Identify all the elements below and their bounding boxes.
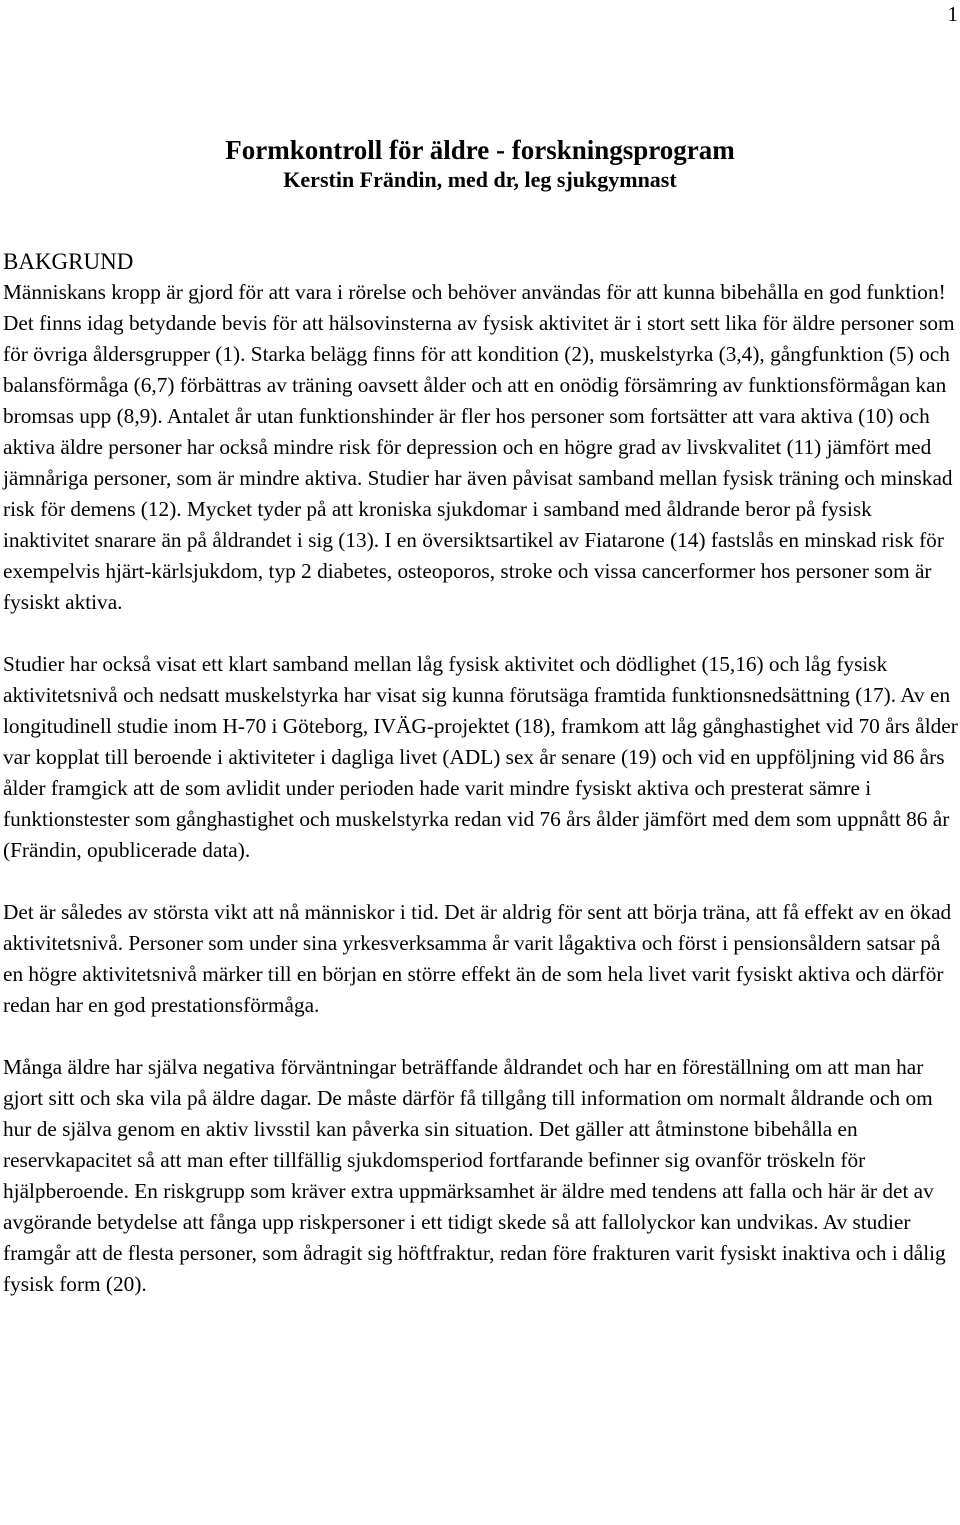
section-heading: BAKGRUND xyxy=(3,249,134,274)
document-header xyxy=(0,134,960,194)
document-author: Kerstin Frändin, med dr, leg sjukgymnast xyxy=(283,167,677,192)
page-number: 1 xyxy=(947,2,958,26)
document-title: Formkontroll för äldre - forskningsprogram xyxy=(225,135,735,165)
paragraph-2: Studier har också visat ett klart samband mellan låg fysisk aktivitet och dödlighet (15,16) och låg fysisk aktivitetsnivå och nedsatt muskelstyrka har visat sig kunna förutsäga framtida funktionsnedsättning (17). Av en longitudinell studie inom H-70 i Göteborg, IVÄG-projektet (18), framkom att låg gånghastighet vid 70 års ålder var kopplat till beroende i aktiviteter i dagliga livet (ADL) sex år senare (19) och vid en uppföljning vid 86 års ålder framgick att de som avlidit under perioden hade varit mindre fysiskt aktiva och presterat sämre i funktionstester som gånghastighet och muskelstyrka redan vid 76 års ålder jämfört med dem som uppnått 86 år (Frändin, opublicerade data). xyxy=(3,652,958,862)
paragraph-3: Det är således av största vikt att nå människor i tid. Det är aldrig för sent att börja träna, att få effekt av en ökad aktivitetsnivå. Personer som under sina yrkesverksamma år varit lågaktiva och först i pensionsåldern satsar på en högre aktivitetsnivå märker till en början en större effekt än de som hela livet varit fysiskt aktiva och därför redan har en god prestationsförmåga. xyxy=(3,900,952,1017)
paragraph-1: Människans kropp är gjord för att vara i rörelse och behöver användas för att kunna bibehålla en god funktion! Det finns idag betydande bevis för att hälsovinsterna av fysisk aktivitet är i stort sett lika för äldre personer som för övriga åldersgrupper (1). Starka belägg finns för att kondition (2), muskelstyrka (3,4), gångfunktion (5) och balansförmåga (6,7) förbättras av träning oavsett ålder och att en onödig försämring av funktionsförmågan kan bromsas upp (8,9). Antalet år utan funktionshinder är fler hos personer som fortsätter att vara aktiva (10) och aktiva äldre personer har också mindre risk för depression och en högre grad av livskvalitet (11) jämfört med jämnåriga personer, som är mindre aktiva. Studier har även påvisat samband mellan fysisk träning och minskad risk för demens (12). Mycket tyder på att kroniska sjukdomar i samband med åldrande beror på fysisk inaktivitet snarare än på åldrandet i sig (13). I en översiktsartikel av Fiatarone (14) fastslås en minskad risk för exempelvis hjärt-kärlsjukdom, typ 2 diabetes, osteoporos, stroke och vissa cancerformer hos personer som är fysiskt aktiva. xyxy=(3,280,955,614)
document-body xyxy=(3,246,959,1331)
paragraph-4: Många äldre har själva negativa förväntningar beträffande åldrandet och har en föreställning om att man har gjort sitt och ska vila på äldre dagar. De måste därför få tillgång till information om normalt åldrande och om hur de själva genom en aktiv livsstil kan påverka sin situation. Det gäller att åtminstone bibehålla en reservkapacitet så att man efter tillfällig sjukdomsperiod fortfarande befinner sig ovanför tröskeln för hjälpberoende. En riskgrupp som kräver extra uppmärksamhet är äldre med tendens att falla och här är det av avgörande betydelse att fånga upp riskpersoner i ett tidigt skede så att fallolyckor kan undvikas. Av studier framgår att de flesta personer, som ådragit sig höftfraktur, redan före frakturen varit fysiskt inaktiva och i dålig fysisk form (20). xyxy=(3,1055,946,1296)
